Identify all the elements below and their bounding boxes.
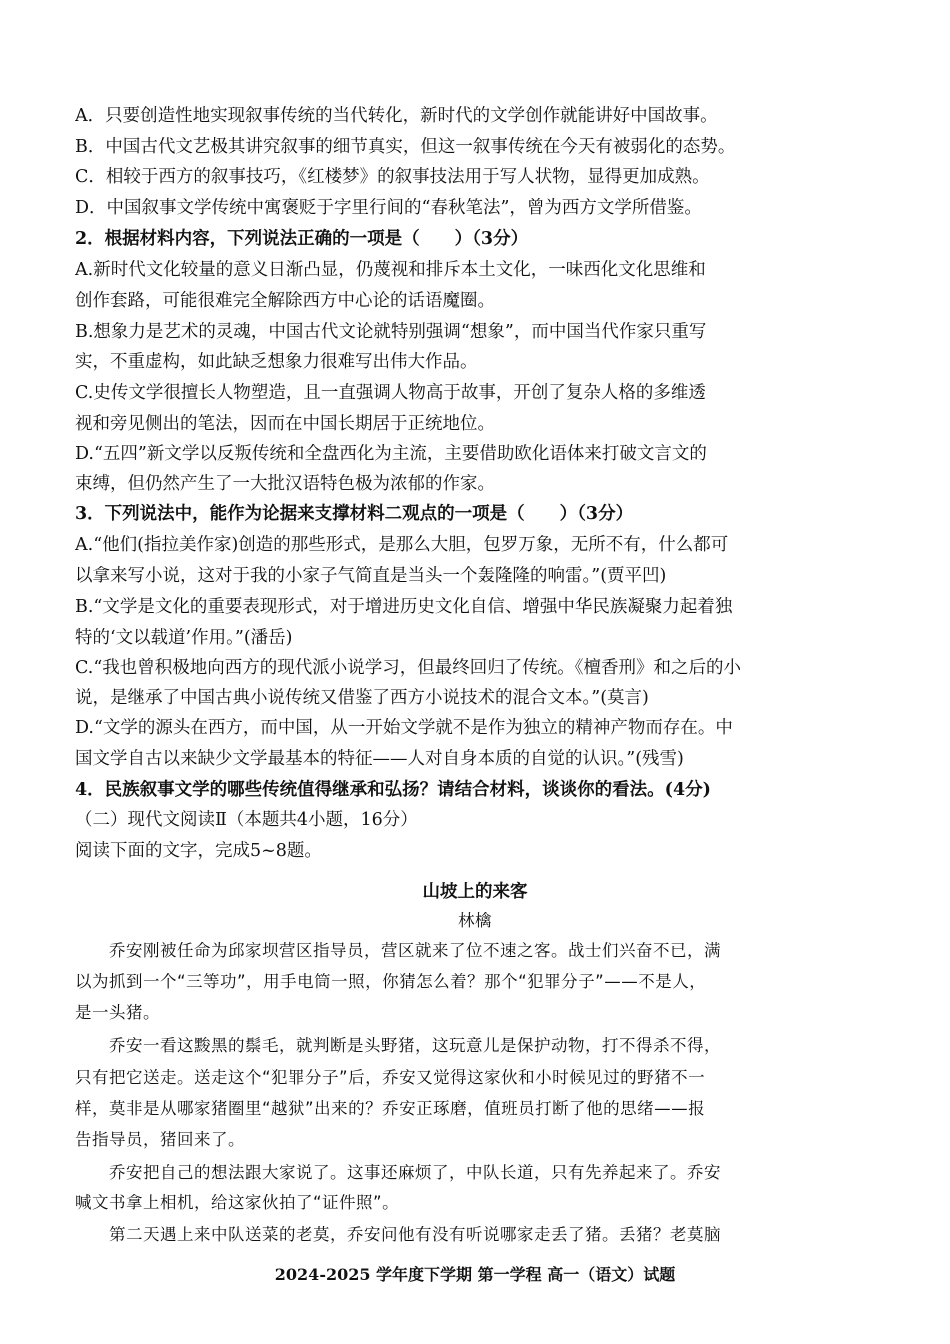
reading-instruction: 阅读下面的文字，完成5~8题。 [75, 841, 322, 861]
question-2: 2．根据材料内容，下列说法正确的一项是（ ）（3分） [75, 229, 529, 249]
q1-option-d: D．中国叙事文学传统中寓褒贬于字里行间的“春秋笔法”，曾为西方文学所借鉴。 [75, 198, 702, 218]
story-title: 山坡上的来客 [422, 882, 528, 902]
story-paragraph-line: 以为抓到一个“三等功”，用手电筒一照，你猜怎么着？那个“犯罪分子”——不是人， [75, 972, 707, 991]
q1-option-b: B．中国古代文艺极其讲究叙事的细节真实，但这一叙事传统在今天有被弱化的态势。 [75, 137, 736, 157]
story-paragraph-line: 样，莫非是从哪家猪圈里“越狱”出来的？乔安正琢磨，值班员打断了他的思绪——报 [75, 1099, 706, 1118]
section-heading: （二）现代文阅读Ⅱ（本题共4小题，16分） [75, 810, 418, 830]
q1-option-a: A．只要创造性地实现叙事传统的当代转化，新时代的文学创作就能讲好中国故事。 [75, 106, 718, 126]
story-paragraph-line: 乔安一看这黢黑的鬃毛，就判断是头野猪，这玩意儿是保护动物，打不得杀不得， [75, 1036, 721, 1055]
q2-option-c-line1: C.史传文学很擅长人物塑造，且一直强调人物高于故事，开创了复杂人格的多维透 [75, 383, 706, 403]
q3-option-a-line1: A.“他们(指拉美作家)创造的那些形式，是那么大胆，包罗万象，无所不有，什么都可 [75, 535, 729, 555]
story-paragraph-line: 乔安刚被任命为邱家坝营区指导员，营区就来了位不速之客。战士们兴奋不已，满 [75, 941, 721, 960]
q2-option-c-line2: 视和旁见侧出的笔法，因而在中国长期居于正统地位。 [75, 414, 495, 434]
story-paragraph-line: 喊文书拿上相机，给这家伙拍了“证件照”。 [75, 1193, 400, 1212]
q2-option-a-line1: A.新时代文化较量的意义日渐凸显，仍蔑视和排斥本土文化，一味西化文化思维和 [75, 260, 706, 280]
story-paragraph-line: 告指导员，猪回来了。 [75, 1130, 245, 1149]
q3-option-b-line2: 特的‘文以载道’作用。”(潘岳) [75, 628, 293, 648]
q3-option-b-line1: B.“文学是文化的重要表现形式，对于增进历史文化自信、增强中华民族凝聚力起着独 [75, 597, 733, 617]
q3-option-c-line1: C.“我也曾积极地向西方的现代派小说学习，但最终回归了传统。《檀香刑》和之后的小 [75, 658, 742, 678]
q3-option-a-line2: 以拿来写小说，这对于我的小家子气简直是当头一个轰隆隆的响雷。”(贾平凹) [75, 566, 667, 586]
q3-option-c-line2: 说，是继承了中国古典小说传统又借鉴了西方小说技术的混合文本。”(莫言) [75, 688, 649, 708]
q2-option-a-line2: 创作套路，可能很难完全解除西方中心论的话语魔圈。 [75, 291, 495, 311]
question-4: 4．民族叙事文学的哪些传统值得继承和弘扬？请结合材料，谈谈你的看法。(4分) [75, 780, 711, 800]
story-paragraph-line: 第二天遇上来中队送菜的老莫，乔安问他有没有听说哪家走丢了猪。丢猪？老莫脑 [75, 1225, 721, 1244]
page-footer: 2024-2025 学年度下学期 第一学程 高一（语文）试题 [274, 1265, 676, 1284]
story-paragraph-line: 只有把它送走。送走这个“犯罪分子”后，乔安又觉得这家伙和小时候见过的野猪不一 [75, 1068, 706, 1087]
q2-option-d-line2: 束缚，但仍然产生了一大批汉语特色极为浓郁的作家。 [75, 474, 495, 494]
q2-option-b-line2: 实，不重虚构，如此缺乏想象力很难写出伟大作品。 [75, 352, 478, 372]
q2-option-d-line1: D.“五四”新文学以反叛传统和全盘西化为主流，主要借助欧化语体来打破文言文的 [75, 444, 707, 464]
q2-option-b-line1: B.想象力是艺术的灵魂，中国古代文论就特别强调“想象”，而中国当代作家只重写 [75, 322, 707, 342]
story-paragraph-line: 乔安把自己的想法跟大家说了。这事还麻烦了，中队长道，只有先养起来了。乔安 [75, 1163, 721, 1182]
q3-option-d-line2: 国文学自古以来缺少文学最基本的特征——人对自身本质的自觉的认识。”(残雪) [75, 749, 684, 769]
question-3: 3．下列说法中，能作为论据来支撑材料二观点的一项是（ ）（3分） [75, 504, 634, 524]
story-author: 林檎 [458, 911, 492, 930]
q1-option-c: C．相较于西方的叙事技巧，《红楼梦》的叙事技法用于写人状物，显得更加成熟。 [75, 167, 710, 187]
story-paragraph-line: 是一头猪。 [75, 1003, 160, 1022]
q3-option-d-line1: D.“文学的源头在西方，而中国，从一开始文学就不是作为独立的精神产物而存在。中 [75, 718, 733, 738]
